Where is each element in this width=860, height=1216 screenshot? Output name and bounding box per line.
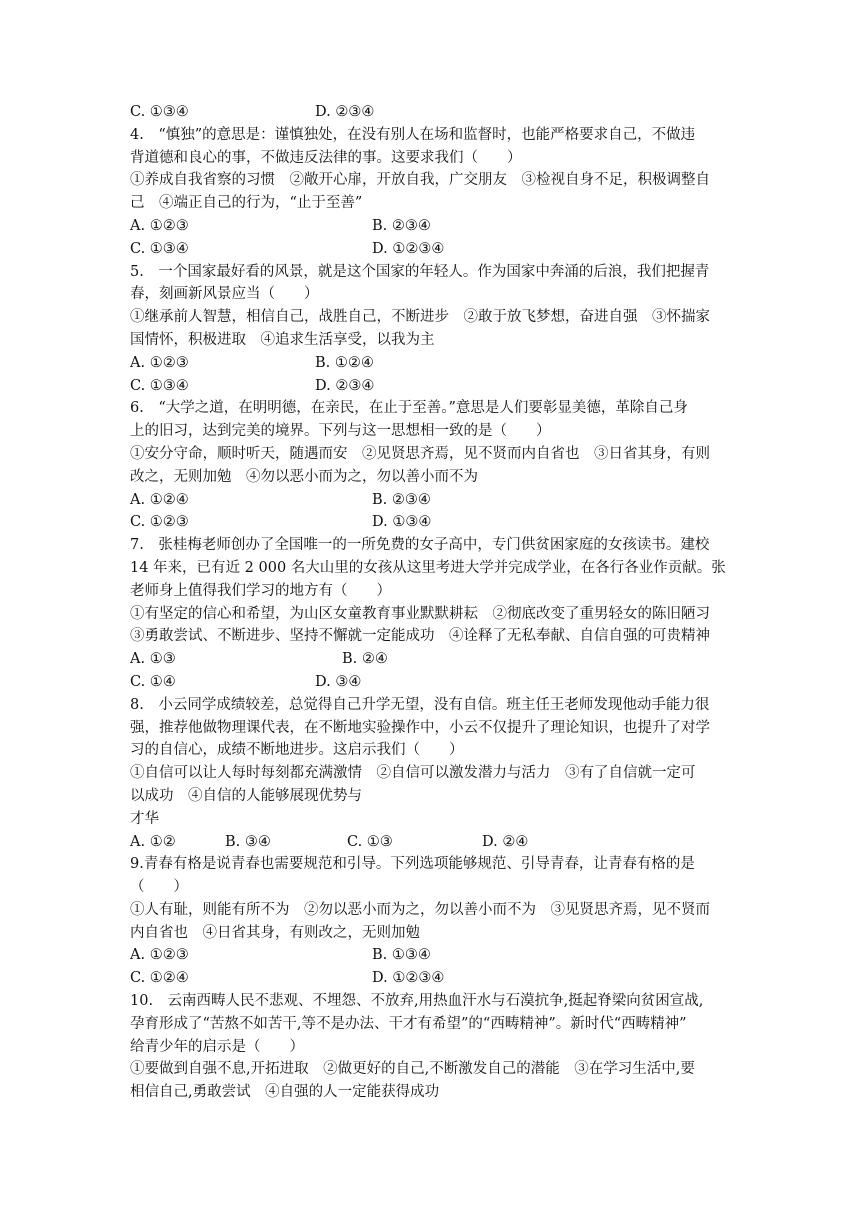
exam-page <box>130 101 730 1104</box>
question-stem-line: 给青少年的启示是（ ） <box>130 1038 304 1055</box>
question-stem-line: 6. “大学之道，在明明德，在亲民，在止于至善。”意思是人们要彰显美德，革除自己身 <box>130 400 688 417</box>
question-item-line: 国情怀，积极进取 ④追求生活享受，以我为主 <box>130 331 435 348</box>
option-d: D. ②③④ <box>315 377 375 394</box>
options-row <box>130 489 730 512</box>
question-stem-line: 强，推荐他做物理课代表，在不断地实验操作中，小云不仅提升了理论知识，也提升了对学 <box>130 719 710 736</box>
question-stem-line: 5. 一个国家最好看的风景，就是这个国家的年轻人。作为国家中奔涌的后浪，我们把握青 <box>130 263 710 280</box>
option-c: C. ①②④ <box>130 970 189 987</box>
question-6 <box>130 397 730 534</box>
question-7 <box>130 534 730 694</box>
question-item-line: ①人有耻，则能有所不为 ②勿以恶小而为之，勿以善小而不为 ③见贤思齐焉，见不贤而 <box>130 901 710 918</box>
question-item-line: ①继承前人智慧，相信自己，战胜自己，不断进步 ②敢于放飞梦想，奋进自强 ③怀揣家 <box>130 309 710 326</box>
question-stem-line: 7. 张桂梅老师创办了全国唯一的一所免费的女子高中，专门供贫困家庭的女孩读书。建校 <box>130 537 710 554</box>
option-c: C. ①③④ <box>130 240 189 257</box>
options-row <box>130 238 730 261</box>
options-row <box>130 511 730 534</box>
question-stem-line: 春，刻画新风景应当（ ） <box>130 286 319 303</box>
question-9 <box>130 853 730 990</box>
options-row <box>130 944 730 967</box>
question-item-line: 才华 <box>130 810 159 827</box>
option-b: B. ②③④ <box>372 491 431 508</box>
options-row <box>130 671 730 694</box>
question-stem-line: 背道德和良心的事，不做违反法律的事。这要求我们（ ） <box>130 149 522 166</box>
question-item-line: 内自省也 ④日省其身，有则改之，无则加勉 <box>130 924 420 941</box>
question-stem-line: （ ） <box>130 879 188 896</box>
question-8 <box>130 694 730 854</box>
options-row <box>130 967 730 990</box>
option-d: D. ③④ <box>315 673 362 690</box>
question-stem-line: 上的旧习，达到完美的境界。下列与这一思想相一致的是（ ） <box>130 423 551 440</box>
options-row <box>130 352 730 375</box>
question-item-line: ①安分守命，顺时听天，随遇而安 ②见贤思齐焉，见不贤而内自省也 ③日省其身，有则 <box>130 445 710 462</box>
question-5 <box>130 261 730 398</box>
option-a: A. ①②④ <box>130 491 189 508</box>
question-4 <box>130 124 730 261</box>
question-stem-line: 10. 云南西畴人民不悲观、不埋怨、不放弃,用热血汗水与石漠抗争,挺起脊梁向贫困宣战, <box>130 993 704 1010</box>
option-a: A. ①②③ <box>130 947 189 964</box>
option-d: D. ②④ <box>482 833 529 850</box>
question-stem-line: 孕育形成了“苦熬不如苦干,等不是办法、干才有希望”的“西畴精神”。新时代“西畴精神” <box>130 1015 687 1032</box>
option-a: A. ①②③ <box>130 354 189 371</box>
option-d: D. ①②③④ <box>372 240 445 257</box>
option-b: B. ③④ <box>225 833 271 850</box>
option-d: D. ①②③④ <box>372 970 445 987</box>
option-a: A. ①③ <box>130 651 176 668</box>
question-stem-line: 14 年来，已有近 2 000 名大山里的女孩从这里考进大学并完成学业，在各行各业作贡献。张 <box>130 559 726 576</box>
question-stem-line: 9.青春有格是说青春也需要规范和引导。下列选项能够规范、引导青春，让青春有格的是 <box>130 856 695 873</box>
question-item-line: 改之，无则加勉 ④勿以恶小而为之，勿以善小而不为 <box>130 468 478 485</box>
question-item-line: 己 ④端正自己的行为，“止于至善” <box>130 195 363 212</box>
options-row <box>130 831 730 854</box>
question-item-line: ①自信可以让人每时每刻都充满激情 ②自信可以激发潜力与活力 ③有了自信就一定可 <box>130 765 696 782</box>
question-item-line: ③勇敢尝试、不断进步、坚持不懈就一定能成功 ④诠释了无私奉献、自信自强的可贵精神 <box>130 628 710 645</box>
question-item-line: 相信自己,勇敢尝试 ④自强的人一定能获得成功 <box>130 1084 440 1101</box>
option-c: C. ①②③ <box>130 514 189 531</box>
question-stem-line: 8. 小云同学成绩较差，总觉得自己升学无望，没有自信。班主任王老师发现他动手能力很 <box>130 696 710 713</box>
question-10 <box>130 990 730 1104</box>
option-c: C. ①③ <box>347 833 393 850</box>
option-b: B. ②④ <box>342 651 388 668</box>
question-stem-line: 老师身上值得我们学习的地方有（ ） <box>130 582 391 599</box>
option-b: B. ①②④ <box>315 354 374 371</box>
option-d: D. ①③④ <box>372 514 432 531</box>
option-a: A. ①②③ <box>130 217 189 234</box>
question-item-line: ①养成自我省察的习惯 ②敞开心扉，开放自我，广交朋友 ③检视自身不足，积极调整自 <box>130 172 710 189</box>
option-b: B. ②③④ <box>372 217 431 234</box>
question-item-line: ①有坚定的信心和希望，为山区女童教育事业默默耕耘 ②彻底改变了重男轻女的陈旧陋习 <box>130 605 710 622</box>
question-stem-line: 4. “慎独”的意思是：谨慎独处，在没有别人在场和监督时，也能严格要求自己，不做违 <box>130 126 696 143</box>
option-c: C. ①④ <box>130 673 176 690</box>
question-item-line: ①要做到自强不息,开拓进取 ②做更好的自己,不断激发自己的潜能 ③在学习生活中,要 <box>130 1061 695 1078</box>
question-stem-line: 习的自信心，成绩不断地进步。这启示我们（ ） <box>130 742 464 759</box>
option-a: A. ①② <box>130 833 176 850</box>
option-c: C. ①③④ <box>130 377 189 394</box>
option-b: B. ①③④ <box>372 947 431 964</box>
options-row <box>130 648 730 671</box>
options-row <box>130 215 730 238</box>
option-d: D. ②③④ <box>315 104 375 120</box>
question-item-line: 以成功 ④自信的人能够展现优势与 <box>130 787 362 804</box>
option-c: C. ①③④ <box>130 104 189 120</box>
options-row <box>130 375 730 398</box>
prev-options <box>130 101 730 124</box>
